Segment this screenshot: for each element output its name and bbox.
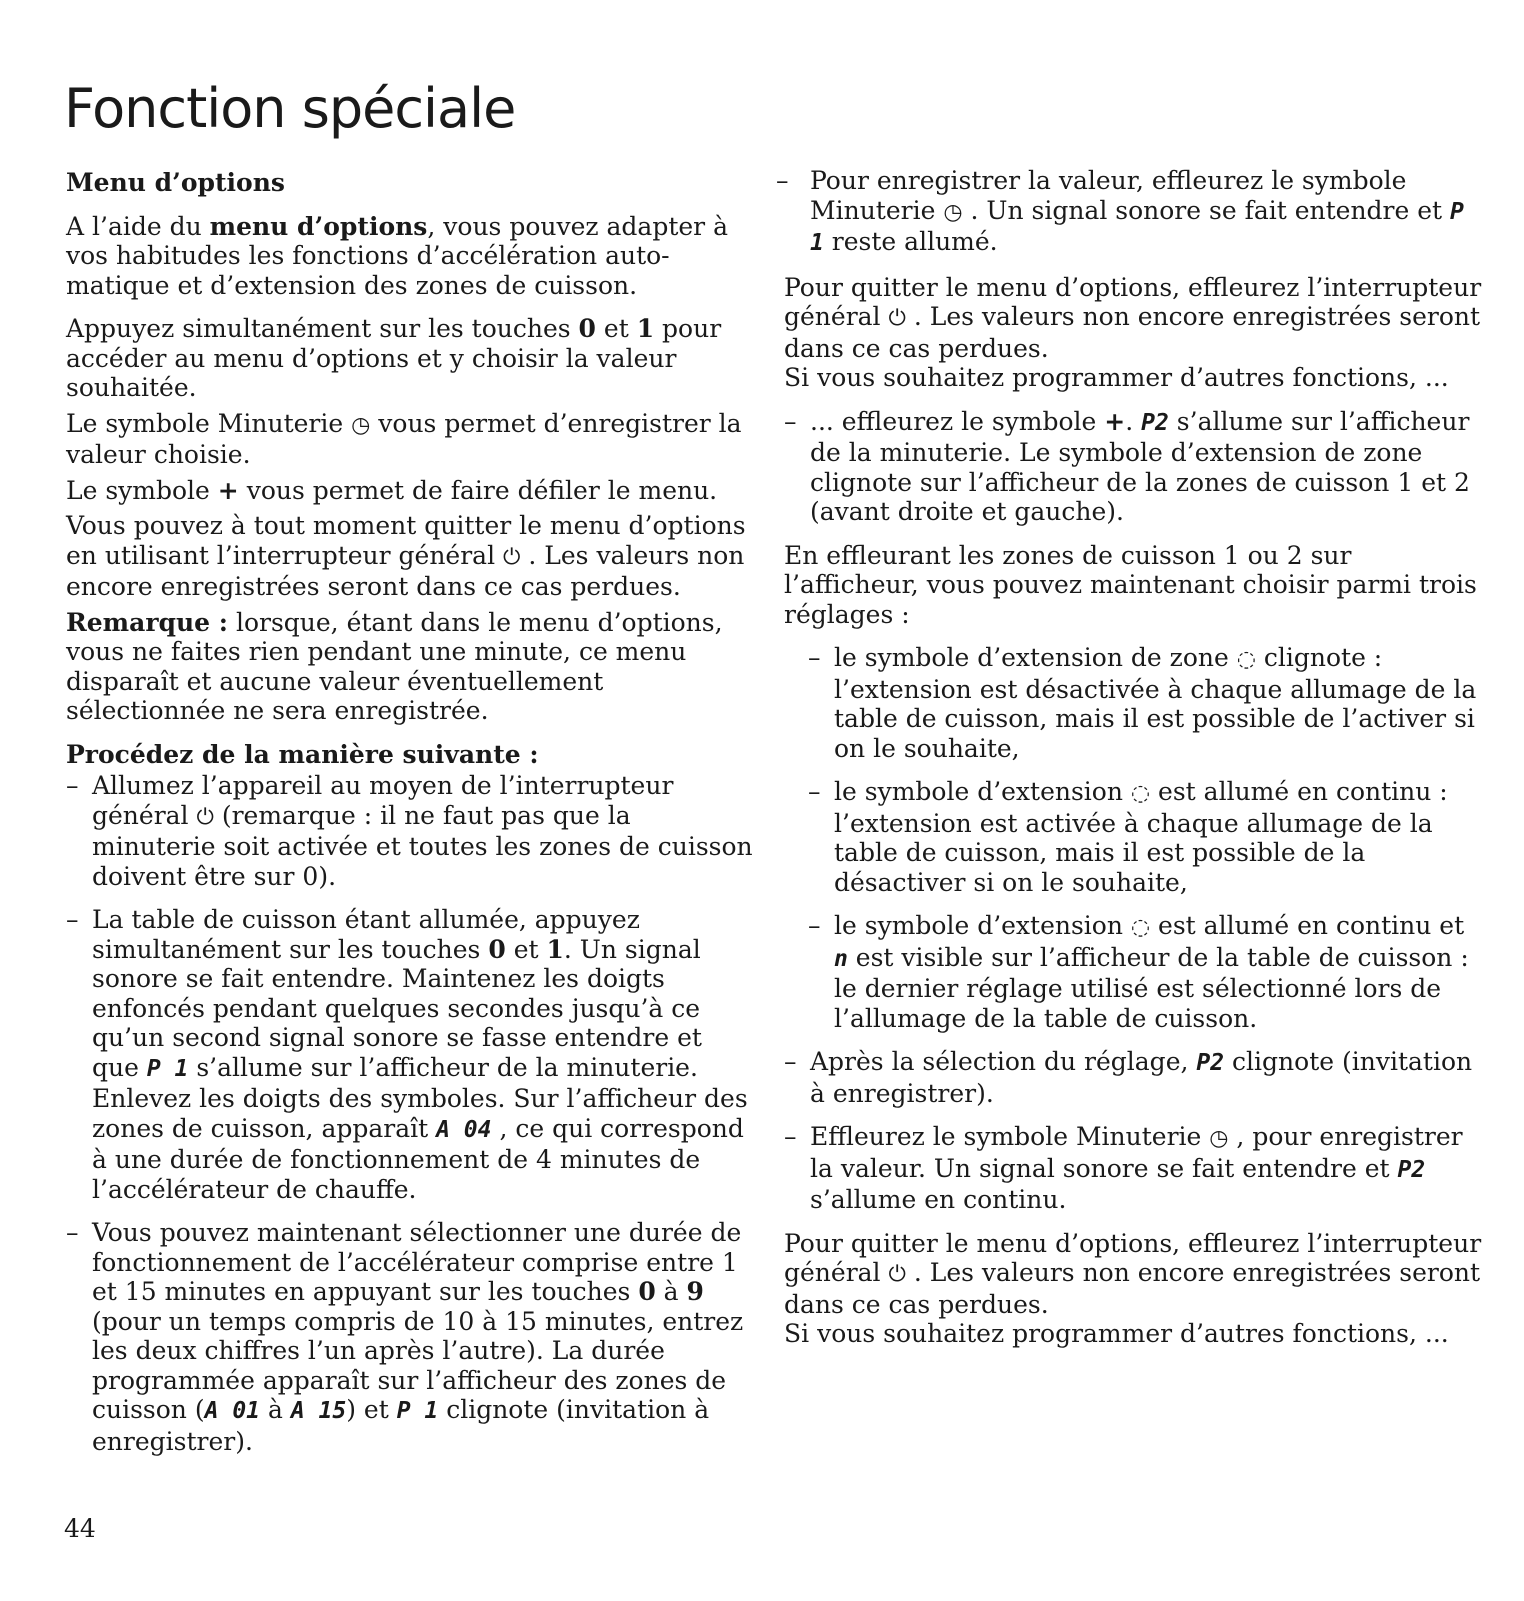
note-text: lorsque, étant dans le menu d’options, vous ne faites rien pendant une minute, ce menu disparaît et aucune valeur éventuellement sélectionnée ne sera enregistrée.	[66, 607, 723, 725]
option-1: – le symbole d’extension de zone ◌ clignote : l’extension est désactivée à chaque allumage de la table de cuisson, mais il est possible de l’activer si on le souhaite,	[808, 643, 1477, 763]
procedure-heading: Procédez de la manière suivante :	[66, 739, 539, 769]
display-p1: P 1	[146, 1055, 189, 1082]
r2-post: s’allume sur l’afficheur de la minuterie. Le symbole d’extension de zone clignote sur l’afficheur de la zones de cuisson 1 et 2 (avant droite et gauche).	[810, 406, 1470, 526]
timer-pre: Le symbole Minuterie	[66, 408, 352, 438]
timer-paragraph	[66, 409, 756, 470]
opt1-pre: le symbole d’extension de zone	[834, 643, 1237, 672]
power-icon: ⏻	[888, 306, 906, 331]
key-0: 0	[578, 314, 596, 343]
timer-icon: ◷	[351, 412, 371, 438]
power-icon: ⏻	[888, 1262, 906, 1287]
opt3-post: est visible sur l’afficheur de la table de cuisson :	[847, 942, 1469, 972]
plus-pre: Le symbole	[66, 475, 218, 505]
step3-pre: Vous pouvez maintenant sélectionner une durée de fonctionnement de l’accélérateur comprise entre 1 et 15 minutes en appuyant sur les touches	[92, 1218, 742, 1306]
step3-post: clignote (invitation à enregistrer).	[92, 1395, 710, 1456]
display-p2: P2	[1196, 1050, 1225, 1076]
opt2-post: est allumé en continu : l’extension est activée à chaque allumage de la table de cuisson, mais il est possible de la désactiver si on le souhaite,	[834, 777, 1448, 897]
r4-mid: , pour enregistrer la valeur. Un signal sonore se fait entendre et	[810, 1122, 1463, 1183]
quit2-pre: Pour quitter le menu d’options, effleurez l’interrupteur général	[784, 1228, 1482, 1287]
r4-pre: Effleurez le symbole Minuterie	[810, 1122, 1210, 1151]
step1-pre: Allumez l’appareil au moyen de l’interrupteur général	[92, 771, 674, 830]
display-a15: A 15	[290, 1398, 347, 1424]
step1-post: (remarque : il ne faut pas que la minuterie soit activée et toutes les zones de cuisson doivent être sur 0).	[92, 800, 753, 891]
opt1-post: clignote : l’extension est désactivée à chaque allumage de la table de cuisson, mais il est possible de l’activer si on le souhaite,	[834, 643, 1477, 763]
quit-post: . Les valeurs non encore enregistrées seront dans ce cas perdues.	[66, 540, 745, 601]
extension-icon: ◌	[1236, 647, 1256, 672]
press-post: pour accéder au menu d’options et y choisir la valeur souhaitée.	[66, 314, 722, 402]
display-a01: A 01	[204, 1398, 261, 1424]
a-word: à	[260, 1395, 291, 1424]
section-heading: Menu d’options	[66, 168, 285, 197]
note-label: Remarque :	[66, 607, 228, 637]
quit-paragraph	[66, 511, 756, 602]
quit-pre: Vous pouvez à tout moment quitter le menu d’options en utilisant l’interrupteur général	[66, 511, 746, 570]
plus-post: vous permet de faire défiler le menu.	[238, 475, 718, 505]
step2-mid: . Un signal sonore se fait entendre. Maintenez les doigts enfoncés pendant quelques secondes jusqu’à ce qu’un second signal sonore se fasse entendre et que	[92, 934, 702, 1082]
timer-post: vous permet d’enregistrer la valeur choisie.	[66, 408, 742, 469]
quit-paragraph-1	[784, 273, 1484, 393]
intro-paragraph	[66, 212, 756, 301]
opt3-line2: le dernier réglage utilisé est sélectionné lors de l’allumage de la table de cuisson.	[834, 974, 1442, 1033]
timer-icon: ◷	[1209, 1126, 1229, 1151]
step-save-p1: – Pour enregistrer la valeur, effleurez le symbole Minuterie ◷ . Un signal sonore se fait entendre et P 1 reste allumé.	[776, 166, 1464, 256]
display-p1: P 1	[396, 1398, 439, 1424]
step3-mid: (pour un temps compris de 10 à 15 minutes, entrez les deux chiffres l’un après l’autre). La durée programmée apparaît sur l’afficheur des zones de cuisson (	[92, 1306, 744, 1424]
key-0: 0	[488, 934, 506, 964]
a-word: à	[655, 1277, 687, 1306]
r3-post: clignote (invitation à enregistrer).	[810, 1047, 1473, 1108]
r1-post: reste allumé.	[823, 227, 998, 256]
plus-icon: +	[217, 475, 239, 505]
opt2-pre: le symbole d’extension	[834, 777, 1131, 806]
step-1: – Allumez l’appareil au moyen de l’interrupteur général ⏻ (remarque : il ne faut pas que la minuterie soit activée et toutes les zones de cuisson doivent être sur 0).	[66, 771, 753, 891]
r2-pre: ... effleurez le symbole	[810, 406, 1105, 436]
quit1-post: . Les valeurs non encore enregistrées seront dans ce cas perdues.	[784, 302, 1481, 363]
more-functions-2: Si vous souhaitez programmer d’autres fonctions, ...	[784, 1319, 1449, 1348]
step-p2: – ... effleurez le symbole +. P2 s’allume sur l’afficheur de la minuterie. Le symbole d’extension de zone clignote sur l’afficheur de la zones de cuisson 1 et 2 (avant droite et gauche).	[784, 406, 1470, 526]
key-1: 1	[636, 314, 655, 343]
power-icon: ⏻	[196, 804, 214, 830]
extension-icon: ◌	[1130, 781, 1151, 806]
step-3: – Vous pouvez maintenant sélectionner une durée de fonctionnement de l’accélérateur comprise entre 1 et 15 minutes en appuyant sur les touches 0 à 9 (pour un temps compris de 10 à 15 minutes, entrez les deux chiffres l’un après l’autre). La durée programmée apparaît sur l’afficheur des zones de cuisson (A 01 à A 15) et P 1 clignote (invitation à enregistrer).	[66, 1218, 744, 1456]
quit2-post: . Les valeurs non encore enregistrées seront dans ce cas perdues.	[784, 1258, 1481, 1319]
key-1: 1	[546, 934, 564, 964]
extension-icon: ◌	[1130, 915, 1151, 940]
opt3-mid: est allumé en continu et	[1150, 911, 1465, 940]
more-functions-1: Si vous souhaitez programmer d’autres fonctions, ...	[784, 363, 1449, 392]
display-a04: A 04	[436, 1116, 492, 1143]
timer-icon: ◷	[943, 199, 963, 225]
r3-pre: Après la sélection du réglage,	[810, 1047, 1197, 1076]
quit-paragraph-2	[784, 1229, 1484, 1349]
display-p1: P 1	[810, 198, 1464, 256]
power-icon: ⏻	[503, 544, 521, 570]
page-number: 44	[64, 1514, 96, 1543]
intro-post: , vous pouvez adapter à vos habitudes les fonctions d’accélération auto-matique et d’extension des zones de cuisson.	[66, 211, 728, 300]
press-pre: Appuyez simultanément sur les touches	[66, 314, 579, 343]
plus-paragraph	[66, 476, 756, 506]
key-0: 0	[638, 1277, 656, 1306]
step-2: – La table de cuisson étant allumée, appuyez simultanément sur les touches 0 et 1. Un signal sonore se fait entendre. Maintenez les doigts enfoncés pendant quelques secondes jusqu’à ce qu’un second signal sonore se fasse entendre et que P 1 s’allume sur l’afficheur de la minuterie. Enlevez les doigts des symboles. Sur l’afficheur des zones de cuisson, apparaît A 04 , ce qui correspond à une durée de fonctionnement de 4 minutes de l’accélérateur de chauffe.	[66, 905, 748, 1204]
right-column	[776, 166, 1484, 1363]
plus-icon: +	[1104, 406, 1126, 436]
step3-mid2: ) et	[346, 1395, 397, 1424]
step-save-p2: – Effleurez le symbole Minuterie ◷ , pour enregistrer la valeur. Un signal sonore se fait entendre et P2 s’allume en continu.	[784, 1122, 1463, 1214]
option-2: – le symbole d’extension ◌ est allumé en continu : l’extension est activée à chaque allumage de la table de cuisson, mais il est possible de la désactiver si on le souhaite,	[808, 777, 1448, 897]
r1-mid: . Un signal sonore se fait entendre et	[962, 195, 1451, 225]
and-word: et	[505, 934, 547, 964]
r4-post: s’allume en continu.	[810, 1185, 1067, 1214]
left-column	[66, 168, 756, 1470]
step2-post: , ce qui correspond à une durée de fonctionnement de 4 minutes de l’accélérateur de chauffe.	[92, 1113, 744, 1204]
display-p2: P2	[1397, 1156, 1426, 1183]
option-3: – le symbole d’extension ◌ est allumé en continu et n est visible sur l’afficheur de la table de cuisson : le dernier réglage utilisé est sélectionné lors de l’allumage de la table de cuisson.	[808, 911, 1469, 1033]
step-select: – Après la sélection du réglage, P2 clignote (invitation à enregistrer).	[784, 1047, 1473, 1108]
page-title: Fonction spéciale	[64, 77, 516, 140]
display-n: n	[834, 945, 848, 972]
r1-pre: Pour enregistrer la valeur, effleurez le symbole Minuterie	[810, 166, 1407, 225]
touch-zones-paragraph: En effleurant les zones de cuisson 1 ou 2 sur l’afficheur, vous pouvez maintenant choisir parmi trois réglages :	[784, 540, 1477, 629]
intro-bold: menu d’options	[209, 211, 428, 241]
press-keys-paragraph	[66, 314, 756, 403]
opt3-pre: le symbole d’extension	[834, 911, 1131, 940]
key-9: 9	[686, 1277, 704, 1306]
step2-pre: La table de cuisson étant allumée, appuyez simultanément sur les touches	[92, 905, 640, 964]
display-p2: P2	[1141, 409, 1169, 436]
and-word: et	[595, 314, 637, 343]
quit1-pre: Pour quitter le menu d’options, effleurez l’interrupteur général	[784, 272, 1482, 331]
note-paragraph	[66, 608, 756, 726]
step2-mid2: s’allume sur l’afficheur de la minuterie. Enlevez les doigts des symboles. Sur l’afficheur des zones de cuisson, apparaît	[92, 1052, 748, 1143]
intro-pre: A l’aide du	[66, 211, 210, 241]
